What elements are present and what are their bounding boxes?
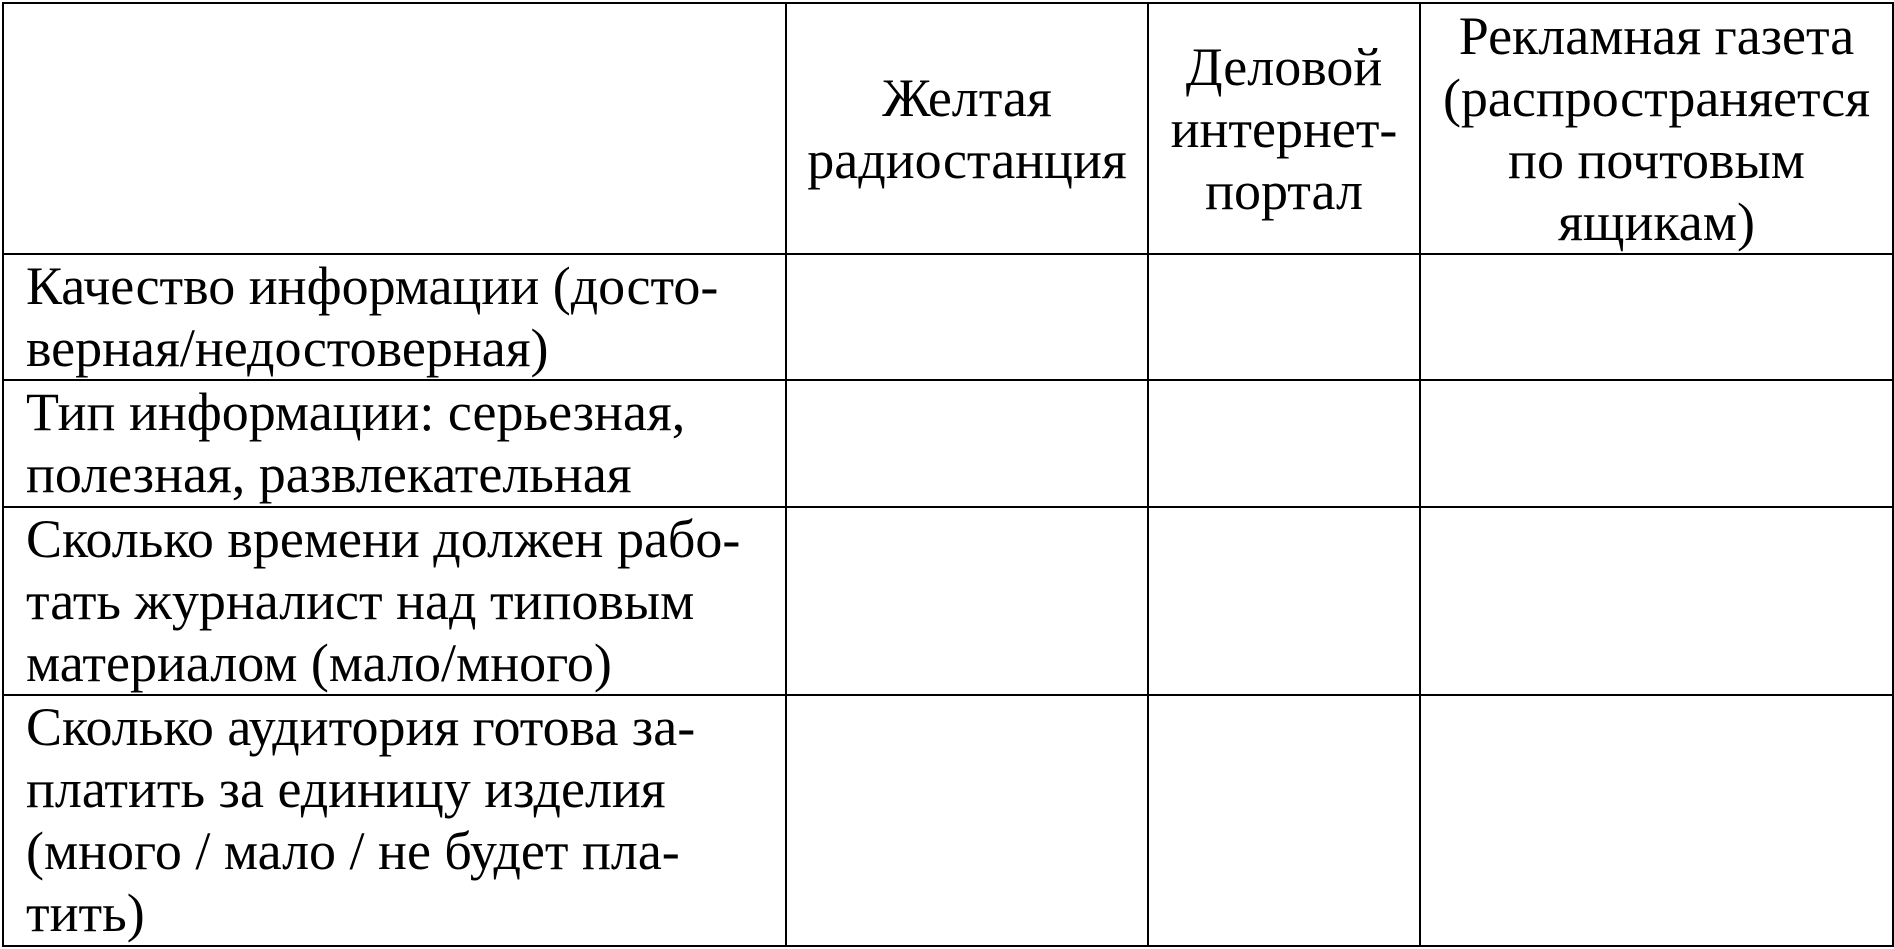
row-label-text: Сколько времени должен рабо- тать журналист над типовым материалом (мало/много) — [26, 508, 741, 693]
table-corner-cell — [3, 3, 786, 254]
table-row — [3, 507, 1893, 696]
column-header-ad-newspaper — [1420, 3, 1893, 254]
empty-cell — [786, 380, 1148, 506]
comparison-table — [2, 2, 1894, 947]
empty-cell — [1148, 695, 1420, 946]
row-label-text: Сколько аудитория готова за- платить за единицу изделия (много / мало / не будет пла- тить) — [26, 697, 696, 944]
table-row — [3, 380, 1893, 506]
table-header-row — [3, 3, 1893, 254]
empty-cell — [1420, 507, 1893, 696]
row-label-text: Качество информации (досто- верная/недостоверная) — [26, 256, 719, 378]
row-label-cell — [3, 254, 786, 380]
column-header-text: Деловой интернет- портал — [1170, 36, 1398, 221]
empty-cell — [1148, 254, 1420, 380]
table-row — [3, 695, 1893, 946]
row-label-cell — [3, 507, 786, 696]
empty-cell — [1420, 380, 1893, 506]
table-row — [3, 254, 1893, 380]
empty-cell — [1148, 380, 1420, 506]
empty-cell — [1420, 695, 1893, 946]
column-header-business-portal — [1148, 3, 1420, 254]
empty-cell — [1148, 507, 1420, 696]
empty-cell — [786, 507, 1148, 696]
empty-cell — [786, 695, 1148, 946]
column-header-text: Желтая радиостанция — [807, 67, 1127, 190]
empty-cell — [1420, 254, 1893, 380]
row-label-cell — [3, 380, 786, 506]
row-label-text: Тип информации: серьезная, полезная, развлекательная — [26, 382, 686, 505]
row-label-cell — [3, 695, 786, 946]
column-header-text: Рекламная газета (распространяется по почтовым ящикам) — [1442, 5, 1871, 252]
column-header-yellow-radio — [786, 3, 1148, 254]
empty-cell — [786, 254, 1148, 380]
